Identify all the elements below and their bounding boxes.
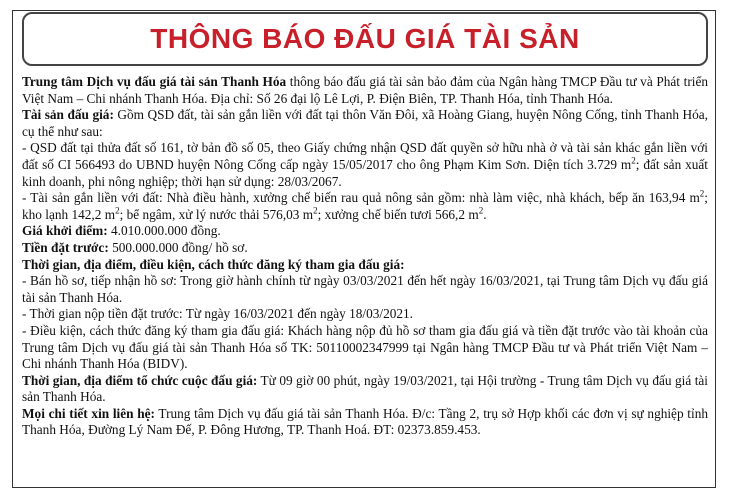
building-text-5: . bbox=[483, 206, 487, 222]
land-paragraph bbox=[22, 140, 708, 190]
registration-item: - Thời gian nộp tiền đặt trước: Từ ngày 16/03/2021 đến ngày 18/03/2021. bbox=[22, 306, 414, 322]
intro-paragraph bbox=[22, 74, 708, 107]
contact-label: Mọi chi tiết xin liên hệ: bbox=[22, 405, 155, 421]
contact-paragraph bbox=[22, 406, 708, 439]
area-superscript: 2 bbox=[115, 205, 120, 216]
notice-title: THÔNG BÁO ĐẤU GIÁ TÀI SẢN bbox=[150, 23, 580, 54]
asset-label: Tài sản đấu giá: bbox=[22, 107, 114, 123]
title-banner bbox=[22, 12, 708, 66]
area-superscript: 2 bbox=[478, 205, 484, 216]
building-text-1: - Tài sản gắn liền với đất: Nhà điều hành, xưởng chế biến rau quả nông sản gồm: nhà làm việc, nhà khách, bếp ăn 163,94 m bbox=[22, 190, 700, 206]
deposit-line bbox=[22, 240, 708, 257]
building-text-3: ; bể ngâm, xử lý nước thải 576,03 m bbox=[119, 206, 314, 222]
area-superscript: 2 bbox=[313, 205, 318, 216]
deposit-label: Tiền đặt trước: bbox=[22, 239, 109, 255]
contact-text: Trung tâm Dịch vụ đấu giá tài sản Thanh Hóa. Đ/c: Tầng 2, trụ sở Hợp khối các đơn vị sự nghiệp tỉnh Thanh Hóa, Đường Lý Nam Đế, P. Đông Hương, TP. Thanh Hoá. ĐT: 02373.859.453. bbox=[22, 405, 708, 438]
land-area-superscript: 2 bbox=[631, 155, 636, 166]
deposit-value: 500.000.000 đồng/ hồ sơ. bbox=[108, 239, 248, 255]
building-paragraph bbox=[22, 190, 708, 223]
area-superscript: 2 bbox=[699, 188, 705, 199]
registration-item: - Điều kiện, cách thức đăng ký tham gia đấu giá: Khách hàng nộp đủ hồ sơ tham gia đấu giá và tiền đặt trước vào tài khoản của Trung tâm Dịch vụ đấu giá tài sản Thanh Hóa số TK: 50110002347999 tại Ngân hàng TMCP Đầu tư và Phát triển Việt Nam – Chi nhánh Thanh Hóa (BIDV). bbox=[22, 322, 708, 372]
building-text-4: ; xưởng chế biến tươi 566,2 m bbox=[317, 206, 479, 222]
starting-price-value: 4.010.000.000 đồng. bbox=[107, 223, 221, 239]
starting-price-line bbox=[22, 223, 708, 240]
registration-heading: Thời gian, địa điểm, điều kiện, cách thức đăng ký tham gia đấu giá: bbox=[22, 256, 405, 272]
asset-text: Gồm QSD đất, tài sản gắn liền với đất tại thôn Văn Đôi, xã Hoàng Giang, huyện Nông Cống, tỉnh Thanh Hóa, cụ thể như sau: bbox=[22, 107, 708, 139]
starting-price-label: Giá khởi điểm: bbox=[22, 223, 108, 239]
notice-body bbox=[22, 74, 708, 439]
land-text-a: - QSD đất tại thửa đất số 161, tờ bản đồ số 05, theo Giấy chứng nhận QSD đất quyền sở hữu nhà ở và tài sản khác gắn liền với đất số CI 566493 do UBND huyện Nông Cống cấp ngày 15/05/2017 cho ông Phạm Kim Sơn. Diện tích 3.729 m bbox=[22, 140, 708, 172]
registration-item: - Bán hồ sơ, tiếp nhận hồ sơ: Trong giờ hành chính từ ngày 03/03/2021 đến hết ngày 16/03/2021, tại Trung tâm Dịch vụ đấu giá tài sản Thanh Hóa. bbox=[22, 273, 708, 305]
auction-time-paragraph bbox=[22, 373, 708, 406]
asset-paragraph bbox=[22, 107, 708, 140]
building-text-2: ; kho lạnh 142,2 m bbox=[22, 190, 708, 222]
land-text-b: ; đất sản xuất kinh doanh, phi nông nghiệp; thời hạn sử dụng: 28/03/2067. bbox=[22, 156, 709, 189]
auction-time-text: Từ 09 giờ 00 phút, ngày 19/03/2021, tại Hội trường - Trung tâm Dịch vụ đấu giá tài sản Thanh Hóa. bbox=[22, 372, 709, 405]
intro-text: thông báo đấu giá tài sản bảo đảm của Ngân hàng TMCP Đầu tư và Phát triển Việt Nam – Chi nhánh Thanh Hóa. Địa chỉ: Số 26 đại lộ Lê Lợi, P. Điện Biên, TP. Thanh Hóa, tỉnh Thanh Hóa. bbox=[22, 74, 708, 106]
auction-time-label: Thời gian, địa điểm tổ chức cuộc đấu giá: bbox=[22, 372, 258, 388]
organizer-name: Trung tâm Dịch vụ đấu giá tài sản Thanh Hóa bbox=[22, 74, 287, 89]
